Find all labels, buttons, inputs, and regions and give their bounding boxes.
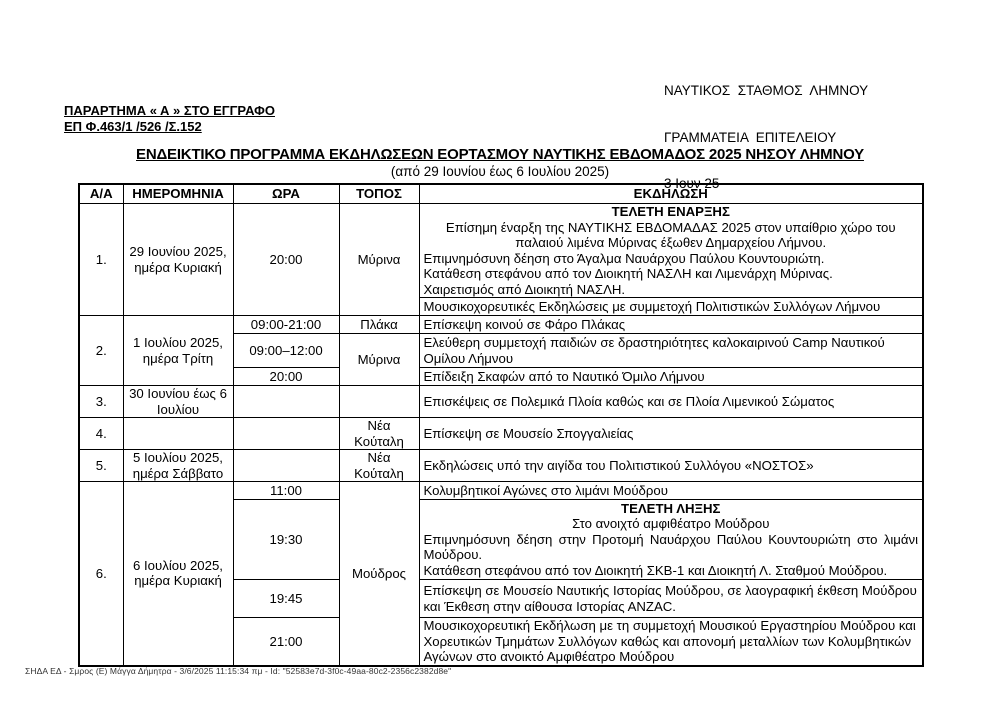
cell-aa-5: 5. — [79, 450, 123, 482]
letterhead-unit: ΝΑΥΤΙΚΟΣ ΣΤΑΘΜΟΣ ΛΗΜΝΟΥ — [664, 83, 869, 98]
cell-place-5: Νέα Κούταλη — [339, 450, 419, 482]
table-row — [79, 204, 923, 298]
letterhead-date: 3 Ιουν 25 — [664, 176, 720, 191]
table-row — [79, 316, 923, 334]
cell-date-1: 29 Ιουνίου 2025, ημέρα Κυριακή — [123, 204, 233, 316]
cell-event-1-opening-ceremony — [419, 204, 923, 298]
cell-event-5: Εκδηλώσεις υπό την αιγίδα του Πολιτιστικού Συλλόγου «ΝΟΣΤΟΣ» — [419, 450, 923, 482]
cell-time-6d: 21:00 — [233, 618, 339, 666]
closing-ceremony-line: Κατάθεση στεφάνου από τον Διοικητή ΣΚΒ-1 και Διοικητή Λ. Σταθμού Μούδρου. — [423, 562, 888, 578]
opening-ceremony-line: Χαιρετισμός από Διοικητή ΝΑΣΛΗ. — [423, 281, 626, 297]
cell-time-2b: 09:00–12:00 — [233, 334, 339, 368]
cell-place-2a: Πλάκα — [339, 316, 419, 334]
annex-reference-block — [64, 103, 275, 134]
cell-event-6a: Κολυμβητικοί Αγώνες στο λιμάνι Μούδρου — [419, 482, 923, 500]
cell-place-3 — [339, 386, 419, 418]
table-header-row — [79, 184, 923, 204]
cell-event-1-music: Μουσικοχορευτικές Εκδηλώσεις με συμμετοχή Πολιτιστικών Συλλόγων Λήμνου — [419, 298, 923, 316]
cell-aa-1: 1. — [79, 204, 123, 316]
cell-time-5 — [233, 450, 339, 482]
cell-place-6: Μούδρος — [339, 482, 419, 666]
cell-event-2a: Επίσκεψη κοινού σε Φάρο Πλάκας — [419, 316, 923, 334]
cell-time-2a: 09:00-21:00 — [233, 316, 339, 334]
table-row — [79, 450, 923, 482]
table-row — [79, 482, 923, 500]
page-title: ΕΝΔΕΙΚΤΙΚΟ ΠΡΟΓΡΑΜΜΑ ΕΚΔΗΛΩΣΕΩΝ ΕΟΡΤΑΣΜΟΥ ΝΑΥΤΙΚΗΣ ΕΒΔΟΜΑΔΟΣ 2025 ΝΗΣΟΥ ΛΗΜΝΟΥ — [136, 146, 864, 163]
cell-time-6b: 19:30 — [233, 500, 339, 580]
cell-event-2b: Ελεύθερη συμμετοχή παιδιών σε δραστηριότητες καλοκαιρινού Camp Ναυτικού Ομίλου Λήμνου — [419, 334, 923, 368]
table-row — [79, 386, 923, 418]
cell-date-2: 1 Ιουλίου 2025, ημέρα Τρίτη — [123, 316, 233, 386]
cell-aa-4: 4. — [79, 418, 123, 450]
cell-event-6d: Μουσικοχορευτική Εκδήλωση με τη συμμετοχή Μουσικού Εργαστηρίου Μούδρου και Χορευτικών Τμημάτων Συλλόγων καθώς και απονομή μεταλλίων των Κολυμβητικών Αγώνων στο ανοικτό Αμφιθέατρο Μούδρου — [419, 618, 923, 666]
cell-time-1: 20:00 — [233, 204, 339, 316]
cell-place-1: Μύρινα — [339, 204, 419, 316]
cell-time-3 — [233, 386, 339, 418]
cell-aa-3: 3. — [79, 386, 123, 418]
col-header-date: ΗΜΕΡΟΜΗΝΙΑ — [123, 184, 233, 204]
opening-ceremony-intro: Επίσημη έναρξη της ΝΑΥΤΙΚΗΣ ΕΒΔΟΜΑΔΑΣ 2025 στον υπαίθριο χώρο του παλαιού λιμένα Μύρινας έξωθεν Δημαρχείου Λήμνου. — [445, 219, 896, 250]
cell-event-6b-closing-ceremony — [419, 500, 923, 580]
opening-ceremony-line: Κατάθεση στεφάνου από τον Διοικητή ΝΑΣΛΗ και Λιμενάρχη Μύρινας. — [423, 266, 833, 281]
cell-event-6c: Επίσκεψη σε Μουσείο Ναυτικής Ιστορίας Μούδρου, σε λαογραφική έκθεση Μούδρου και Έκθεση στην αίθουσα Ιστορίας ΑΝΖΑC. — [419, 580, 923, 618]
cell-time-2c: 20:00 — [233, 368, 339, 386]
cell-event-2c: Επίδειξη Σκαφών από το Ναυτικό Όμιλο Λήμνου — [419, 368, 923, 386]
cell-event-4: Επίσκεψη σε Μουσείο Σπογγαλιείας — [419, 418, 923, 450]
protocol-number: ΕΠ Φ.463/1 /526 /Σ.152 — [64, 118, 202, 134]
cell-event-3: Επισκέψεις σε Πολεμικά Πλοία καθώς και σε Πλοία Λιμενικού Σώματος — [419, 386, 923, 418]
annex-line: ΠΑΡΑΡΤΗΜΑ « Α » ΣΤΟ ΕΓΓΡΑΦΟ — [64, 103, 275, 118]
cell-time-4 — [233, 418, 339, 450]
col-header-time: ΩΡΑ — [233, 184, 339, 204]
letterhead-office: ΓΡΑΜΜΑΤΕΙΑ ΕΠΙΤΕΛΕΙΟΥ — [664, 129, 837, 145]
table-row — [79, 418, 923, 450]
cell-place-4: Νέα Κούταλη — [339, 418, 419, 450]
cell-date-4 — [123, 418, 233, 450]
cell-aa-2: 2. — [79, 316, 123, 386]
cell-aa-6: 6. — [79, 482, 123, 666]
opening-ceremony-line: Επιμνημόσυνη δέηση στο Άγαλμα Ναυάρχου Παύλου Κουντουριώτη. — [423, 250, 825, 266]
cell-date-6: 6 Ιουλίου 2025, ημέρα Κυριακή — [123, 482, 233, 666]
page-subtitle: (από 29 Ιουνίου έως 6 Ιουλίου 2025) — [390, 164, 610, 179]
cell-time-6a: 11:00 — [233, 482, 339, 500]
program-table — [78, 183, 924, 667]
cell-date-3: 30 Ιουνίου έως 6 Ιουλίου — [123, 386, 233, 418]
closing-ceremony-venue: Στο ανοιχτό αμφιθέατρο Μούδρου — [572, 516, 770, 532]
closing-ceremony-line: Επιμνημόσυνη δέηση στην Προτομή Ναυάρχου Παύλου Κουντουριώτη στο λιμάνι Μούδρου. — [423, 531, 918, 563]
col-header-aa: Α/Α — [79, 184, 123, 204]
opening-ceremony-title: ΤΕΛΕΤΗ ΕΝΑΡΞΗΣ — [611, 204, 730, 219]
cell-date-5: 5 Ιουλίου 2025, ημέρα Σάββατο — [123, 450, 233, 482]
col-header-place: ΤΟΠΟΣ — [339, 184, 419, 204]
cell-place-2b: Μύρινα — [339, 334, 419, 386]
cell-time-6c: 19:45 — [233, 580, 339, 618]
closing-ceremony-title: ΤΕΛΕΤΗ ΛΗΞΗΣ — [621, 500, 721, 516]
document-signature-footer: ΣΗΔΑ ΕΔ - Σμρος (Ε) Μάγγα Δήμητρα - 3/6/2025 11:15:34 πμ - Id: "52583e7d-3f0c-49aa-80c2-2356c2382d8e" — [25, 666, 452, 676]
col-header-event: ΕΚΔΗΛΩΣΗ — [419, 184, 923, 204]
